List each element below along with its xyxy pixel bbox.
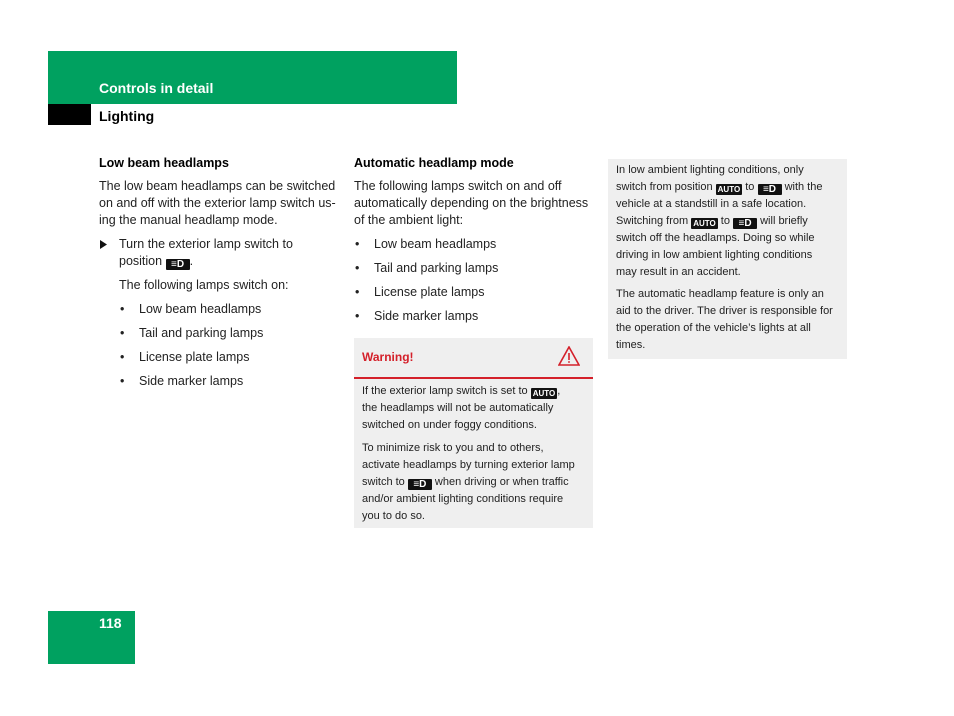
warning-header — [354, 338, 593, 379]
note-text: with the — [784, 181, 823, 193]
header-band — [48, 51, 457, 104]
low-beam-intro-line: ing the manual headlamp mode. — [99, 213, 278, 227]
list-item: • License plate lamps — [119, 349, 344, 373]
warning-text: activate headlamps by turning exterior lamp — [362, 459, 575, 471]
note-text: will briefly — [760, 215, 808, 227]
warning-text: To minimize risk to you and to others, — [362, 442, 544, 454]
section-tab-marker — [48, 104, 91, 125]
note-text: driving in low ambient lighting conditions — [616, 249, 813, 261]
note-body — [608, 159, 847, 354]
note-text: may result in an accident. — [616, 266, 741, 278]
note-box — [608, 159, 847, 359]
list-item: • Tail and parking lamps — [354, 260, 599, 284]
low-beam-symbol-icon: ≡D — [733, 218, 757, 229]
warning-text: when driving or when traffic — [434, 476, 569, 488]
warning-body — [354, 379, 593, 525]
note-text: to — [745, 181, 755, 193]
low-beam-symbol-icon: ≡D — [408, 479, 432, 490]
note-text: switch off the headlamps. Doing so while — [616, 232, 815, 244]
step-arrow-icon — [100, 240, 107, 249]
step-text-line: position — [119, 254, 163, 268]
note-text: to — [720, 215, 730, 227]
list-item: • Low beam headlamps — [354, 236, 599, 260]
auto-intro-line: of the ambient light: — [354, 213, 464, 227]
warning-text: switched on under foggy conditions. — [362, 419, 537, 431]
warning-text: you to do so. — [362, 510, 425, 522]
warning-text: If the exterior lamp switch is set to — [362, 385, 528, 397]
note-text: The automatic headlamp feature is only an — [616, 288, 824, 300]
step-text-line: Turn the exterior lamp switch to — [119, 237, 293, 251]
warning-text: and/or ambient lighting conditions require — [362, 493, 564, 505]
list-item: • License plate lamps — [354, 284, 599, 308]
note-text: vehicle at a standstill in a safe location. — [616, 198, 807, 210]
note-text: switch from position — [616, 181, 713, 193]
list-item: • Side marker lamps — [354, 308, 599, 332]
note-text: In low ambient lighting conditions, only — [616, 164, 804, 176]
low-beam-intro-line: on and off with the exterior lamp switch us- — [99, 196, 336, 210]
low-beam-column — [99, 155, 344, 397]
chapter-title: Controls in detail — [99, 80, 214, 96]
note-text: aid to the driver. The driver is responsible for — [616, 305, 833, 317]
instruction-step — [99, 236, 344, 397]
list-item: • Side marker lamps — [119, 373, 344, 397]
auto-headlamp-column — [354, 155, 599, 332]
warning-text: switch to — [362, 476, 405, 488]
auto-intro-line: automatically depending on the brightness — [354, 196, 589, 210]
list-item: • Low beam headlamps — [119, 301, 344, 325]
low-beam-symbol-icon: ≡D — [758, 184, 782, 195]
step-punct: . — [189, 254, 194, 268]
note-text: Switching from — [616, 215, 689, 227]
warning-text: the headlamps will not be automatically — [362, 402, 554, 414]
warning-text: , — [557, 385, 561, 397]
auto-symbol-icon: AUTO — [532, 389, 556, 398]
auto-headlamp-heading: Automatic headlamp mode — [354, 156, 514, 170]
auto-intro-line: The following lamps switch on and off — [354, 179, 562, 193]
note-text: the operation of the vehicle’s lights at all — [616, 322, 811, 334]
following-lamps-text: The following lamps switch on: — [119, 278, 289, 292]
note-text: times. — [616, 339, 646, 351]
auto-symbol-icon: AUTO — [717, 185, 741, 194]
warning-label: Warning! — [362, 350, 414, 364]
low-beam-symbol-icon: ≡D — [166, 259, 190, 270]
low-beam-heading: Low beam headlamps — [99, 156, 229, 170]
warning-box — [354, 338, 593, 528]
section-title: Lighting — [99, 108, 155, 124]
page-number: 118 — [99, 615, 122, 631]
low-beam-intro-line: The low beam headlamps can be switched — [99, 179, 336, 193]
auto-symbol-icon: AUTO — [693, 219, 716, 228]
warning-triangle-icon — [558, 346, 580, 366]
list-item: • Tail and parking lamps — [119, 325, 344, 349]
